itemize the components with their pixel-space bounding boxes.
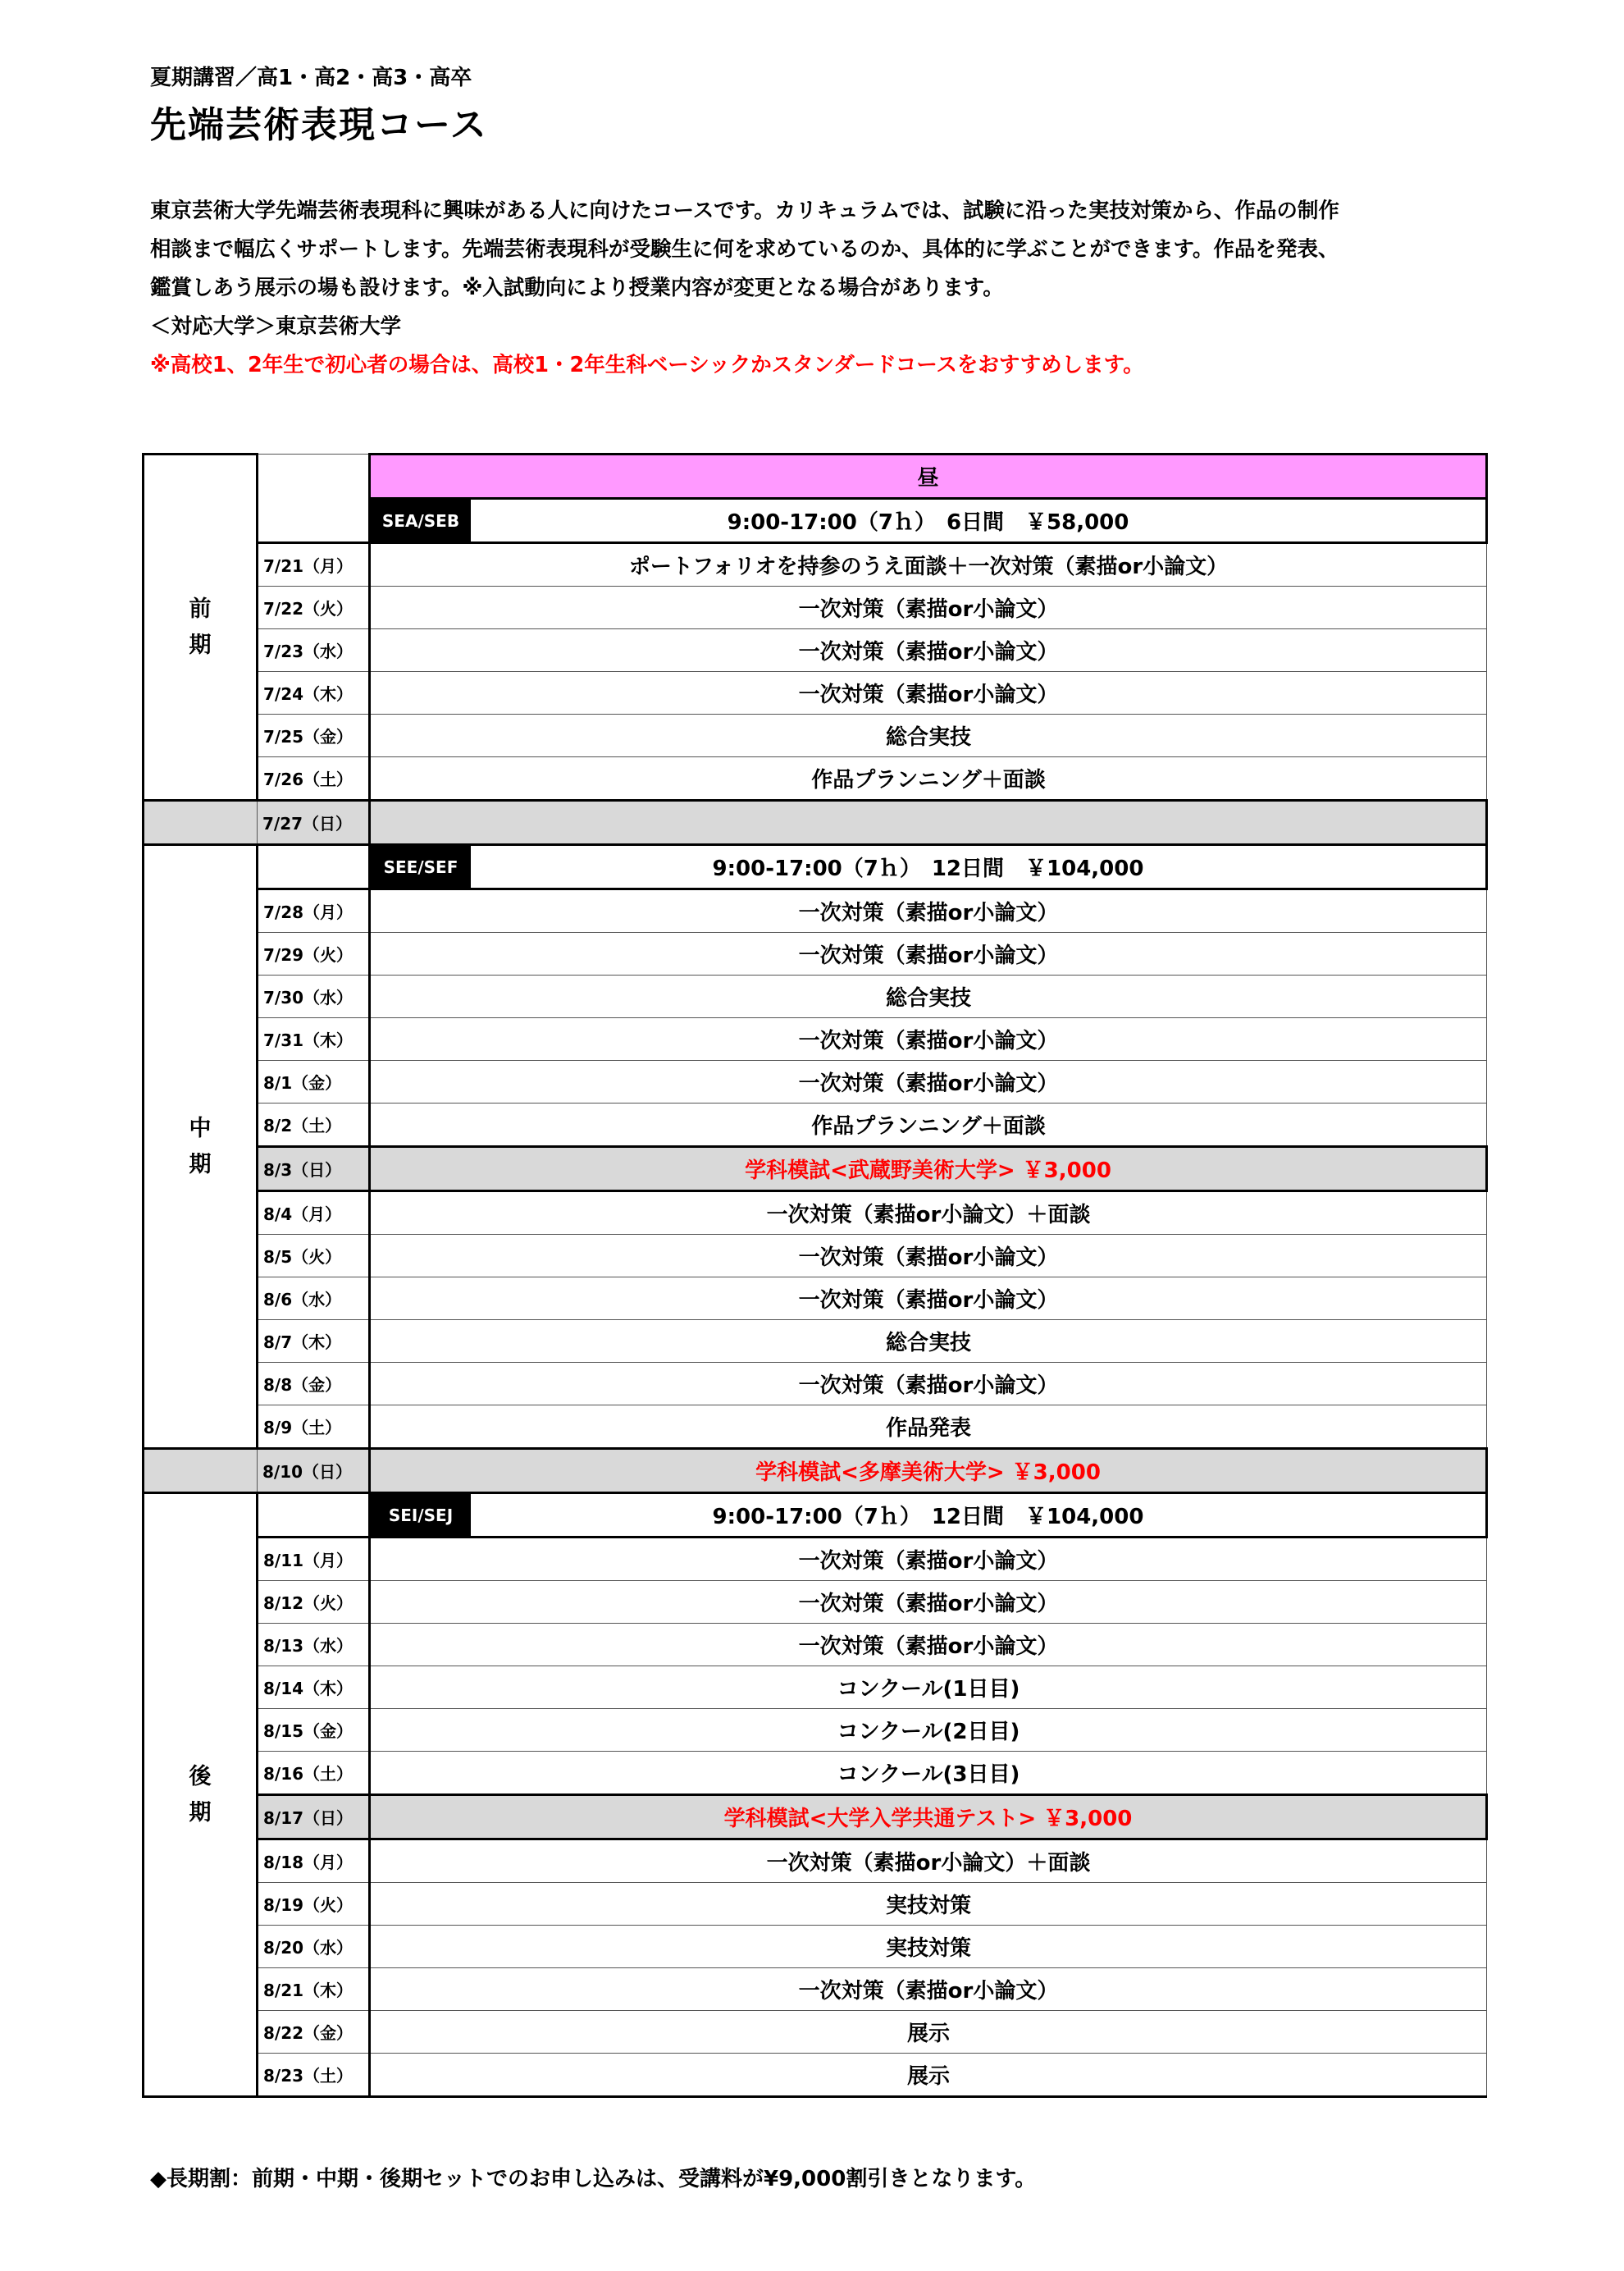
table-row-content: 一次対策（素描or小論文） [370,1061,1487,1104]
table-row-content: コンクール(2日目) [370,1709,1487,1752]
table-row-content: 学科模試<多摩美術大学> ￥3,000 [370,1449,1487,1493]
course-code-badge: SEI/SEJ [371,1494,471,1536]
table-row-content: 総合実技 [370,1320,1487,1363]
table-row-date: 8/5（火） [258,1235,370,1277]
table-row-date: 7/23（水） [258,629,370,672]
header-blank [258,455,370,543]
table-row-date: 8/6（水） [258,1277,370,1320]
term-text: 中 期 [189,1115,212,1177]
table-row-date: 8/23（土） [258,2054,370,2097]
schedule-price: 9:00-17:00（7ｈ） 12日間 ￥104,000 [712,857,1144,881]
table-row-content: 総合実技 [370,715,1487,757]
table-row-date: 8/12（火） [258,1581,370,1624]
table-row-date: 8/10（日） [258,1449,370,1493]
table-row-content: 学科模試<武蔵野美術大学> ￥3,000 [370,1147,1487,1191]
table-row-content: 展示 [370,2054,1487,2097]
price-row [370,499,1487,543]
table-row-content: 一次対策（素描or小論文） [370,587,1487,629]
term-text: 前 期 [189,596,212,658]
table-row-content: 作品発表 [370,1405,1487,1449]
beginner-note: ※高校1、2年生で初心者の場合は、高校1・2年生科ベーシックかスタンダードコースをおすすめします。 [150,353,1144,377]
session-header: 昼 [370,455,1487,499]
table-row-content: 総合実技 [370,976,1487,1018]
table-row-content: ポートフォリオを持参のうえ面談＋一次対策（素描or小論文） [370,543,1487,587]
price-row [370,1493,1487,1538]
table-row-content: 作品プランニング＋面談 [370,1104,1487,1147]
table-row-date: 7/24（木） [258,672,370,715]
schedule-table [142,453,1488,2098]
table-row-date: 7/21（月） [258,543,370,587]
table-row-date: 7/22（火） [258,587,370,629]
table-row-content: コンクール(1日目) [370,1666,1487,1709]
table-row-date: 8/21（木） [258,1968,370,2011]
gray-blank [144,1449,258,1493]
table-row-content: 一次対策（素描or小論文） [370,1235,1487,1277]
table-row-content: 学科模試<大学入学共通テスト> ￥3,000 [370,1795,1487,1839]
table-row-date: 7/29（火） [258,933,370,976]
table-row-date: 7/27（日） [258,801,370,845]
course-code-badge: SEE/SEF [371,846,471,888]
table-row-content: 一次対策（素描or小論文） [370,1277,1487,1320]
header-blank [258,1493,370,1538]
schedule-price: 9:00-17:00（7ｈ） 6日間 ￥58,000 [727,510,1129,535]
term-label-middle [144,845,258,1449]
table-row-date: 8/15（金） [258,1709,370,1752]
table-row-date: 8/14（木） [258,1666,370,1709]
page-subtitle: 夏期講習／高1・高2・高3・高卒 [150,66,472,90]
table-row-content: 一次対策（素描or小論文） [370,1018,1487,1061]
table-row-content: 一次対策（素描or小論文） [370,1538,1487,1581]
table-row-date: 8/16（土） [258,1752,370,1795]
course-code-badge: SEA/SEB [371,500,471,541]
table-row-content: 一次対策（素描or小論文） [370,672,1487,715]
table-row-date: 8/17（日） [258,1795,370,1839]
table-row-content: 一次対策（素描or小論文） [370,889,1487,933]
table-row-date: 8/3（日） [258,1147,370,1191]
table-row-date: 8/11（月） [258,1538,370,1581]
table-row-content: 実技対策 [370,1926,1487,1968]
table-row-date: 8/20（水） [258,1926,370,1968]
schedule-price: 9:00-17:00（7ｈ） 12日間 ￥104,000 [712,1505,1144,1529]
long-term-discount-note: ◆長期割：前期・中期・後期セットでのお申し込みは、受講料が¥9,000割引きとなります。 [150,2167,1037,2191]
table-row-date: 8/1（金） [258,1061,370,1104]
table-row-content: コンクール(3日目) [370,1752,1487,1795]
table-row-content: 実技対策 [370,1883,1487,1926]
table-row-date: 8/2（土） [258,1104,370,1147]
description-line: 東京芸術大学先端芸術表現科に興味がある人に向けたコースです。カリキュラムでは、試験に沿った実技対策から、作品の制作 [150,199,1339,223]
table-row-content: 一次対策（素描or小論文） [370,1624,1487,1666]
table-row-content: 一次対策（素描or小論文） [370,629,1487,672]
table-row-date: 7/25（金） [258,715,370,757]
table-row-content: 一次対策（素描or小論文） [370,933,1487,976]
table-row-date: 8/7（木） [258,1320,370,1363]
description-line: 鑑賞しあう展示の場も設けます。※入試動向により授業内容が変更となる場合があります。 [150,276,1004,300]
table-row-date: 8/9（土） [258,1405,370,1449]
table-row-content: 一次対策（素描or小論文） [370,1363,1487,1405]
table-row-date: 7/30（水） [258,976,370,1018]
table-row-date: 8/8（金） [258,1363,370,1405]
table-row-content [370,801,1487,845]
course-description [150,192,1495,385]
table-row-content: 展示 [370,2011,1487,2054]
table-row-date: 7/31（木） [258,1018,370,1061]
table-row-content: 作品プランニング＋面談 [370,757,1487,801]
table-row-date: 7/28（月） [258,889,370,933]
table-row-content: 一次対策（素描or小論文）＋面談 [370,1191,1487,1235]
header-blank [258,845,370,889]
term-label-last [144,1493,258,2097]
table-row-date: 8/22（金） [258,2011,370,2054]
table-row-content: 一次対策（素描or小論文） [370,1968,1487,2011]
term-label-first [144,455,258,801]
target-university: ＜対応大学＞東京芸術大学 [150,314,402,339]
table-row-content: 一次対策（素描or小論文） [370,1581,1487,1624]
table-row-date: 8/19（火） [258,1883,370,1926]
table-row-content: 一次対策（素描or小論文）＋面談 [370,1839,1487,1883]
term-text: 後 期 [189,1763,212,1825]
table-row-date: 8/4（月） [258,1191,370,1235]
table-row-date: 7/26（土） [258,757,370,801]
price-row [370,845,1487,889]
table-row-date: 8/13（水） [258,1624,370,1666]
gray-blank [144,801,258,845]
table-row-date: 8/18（月） [258,1839,370,1883]
page-title: 先端芸術表現コース [150,104,488,146]
description-line: 相談まで幅広くサポートします。先端芸術表現科が受験生に何を求めているのか、具体的に学ぶことができます。作品を発表、 [150,237,1339,262]
